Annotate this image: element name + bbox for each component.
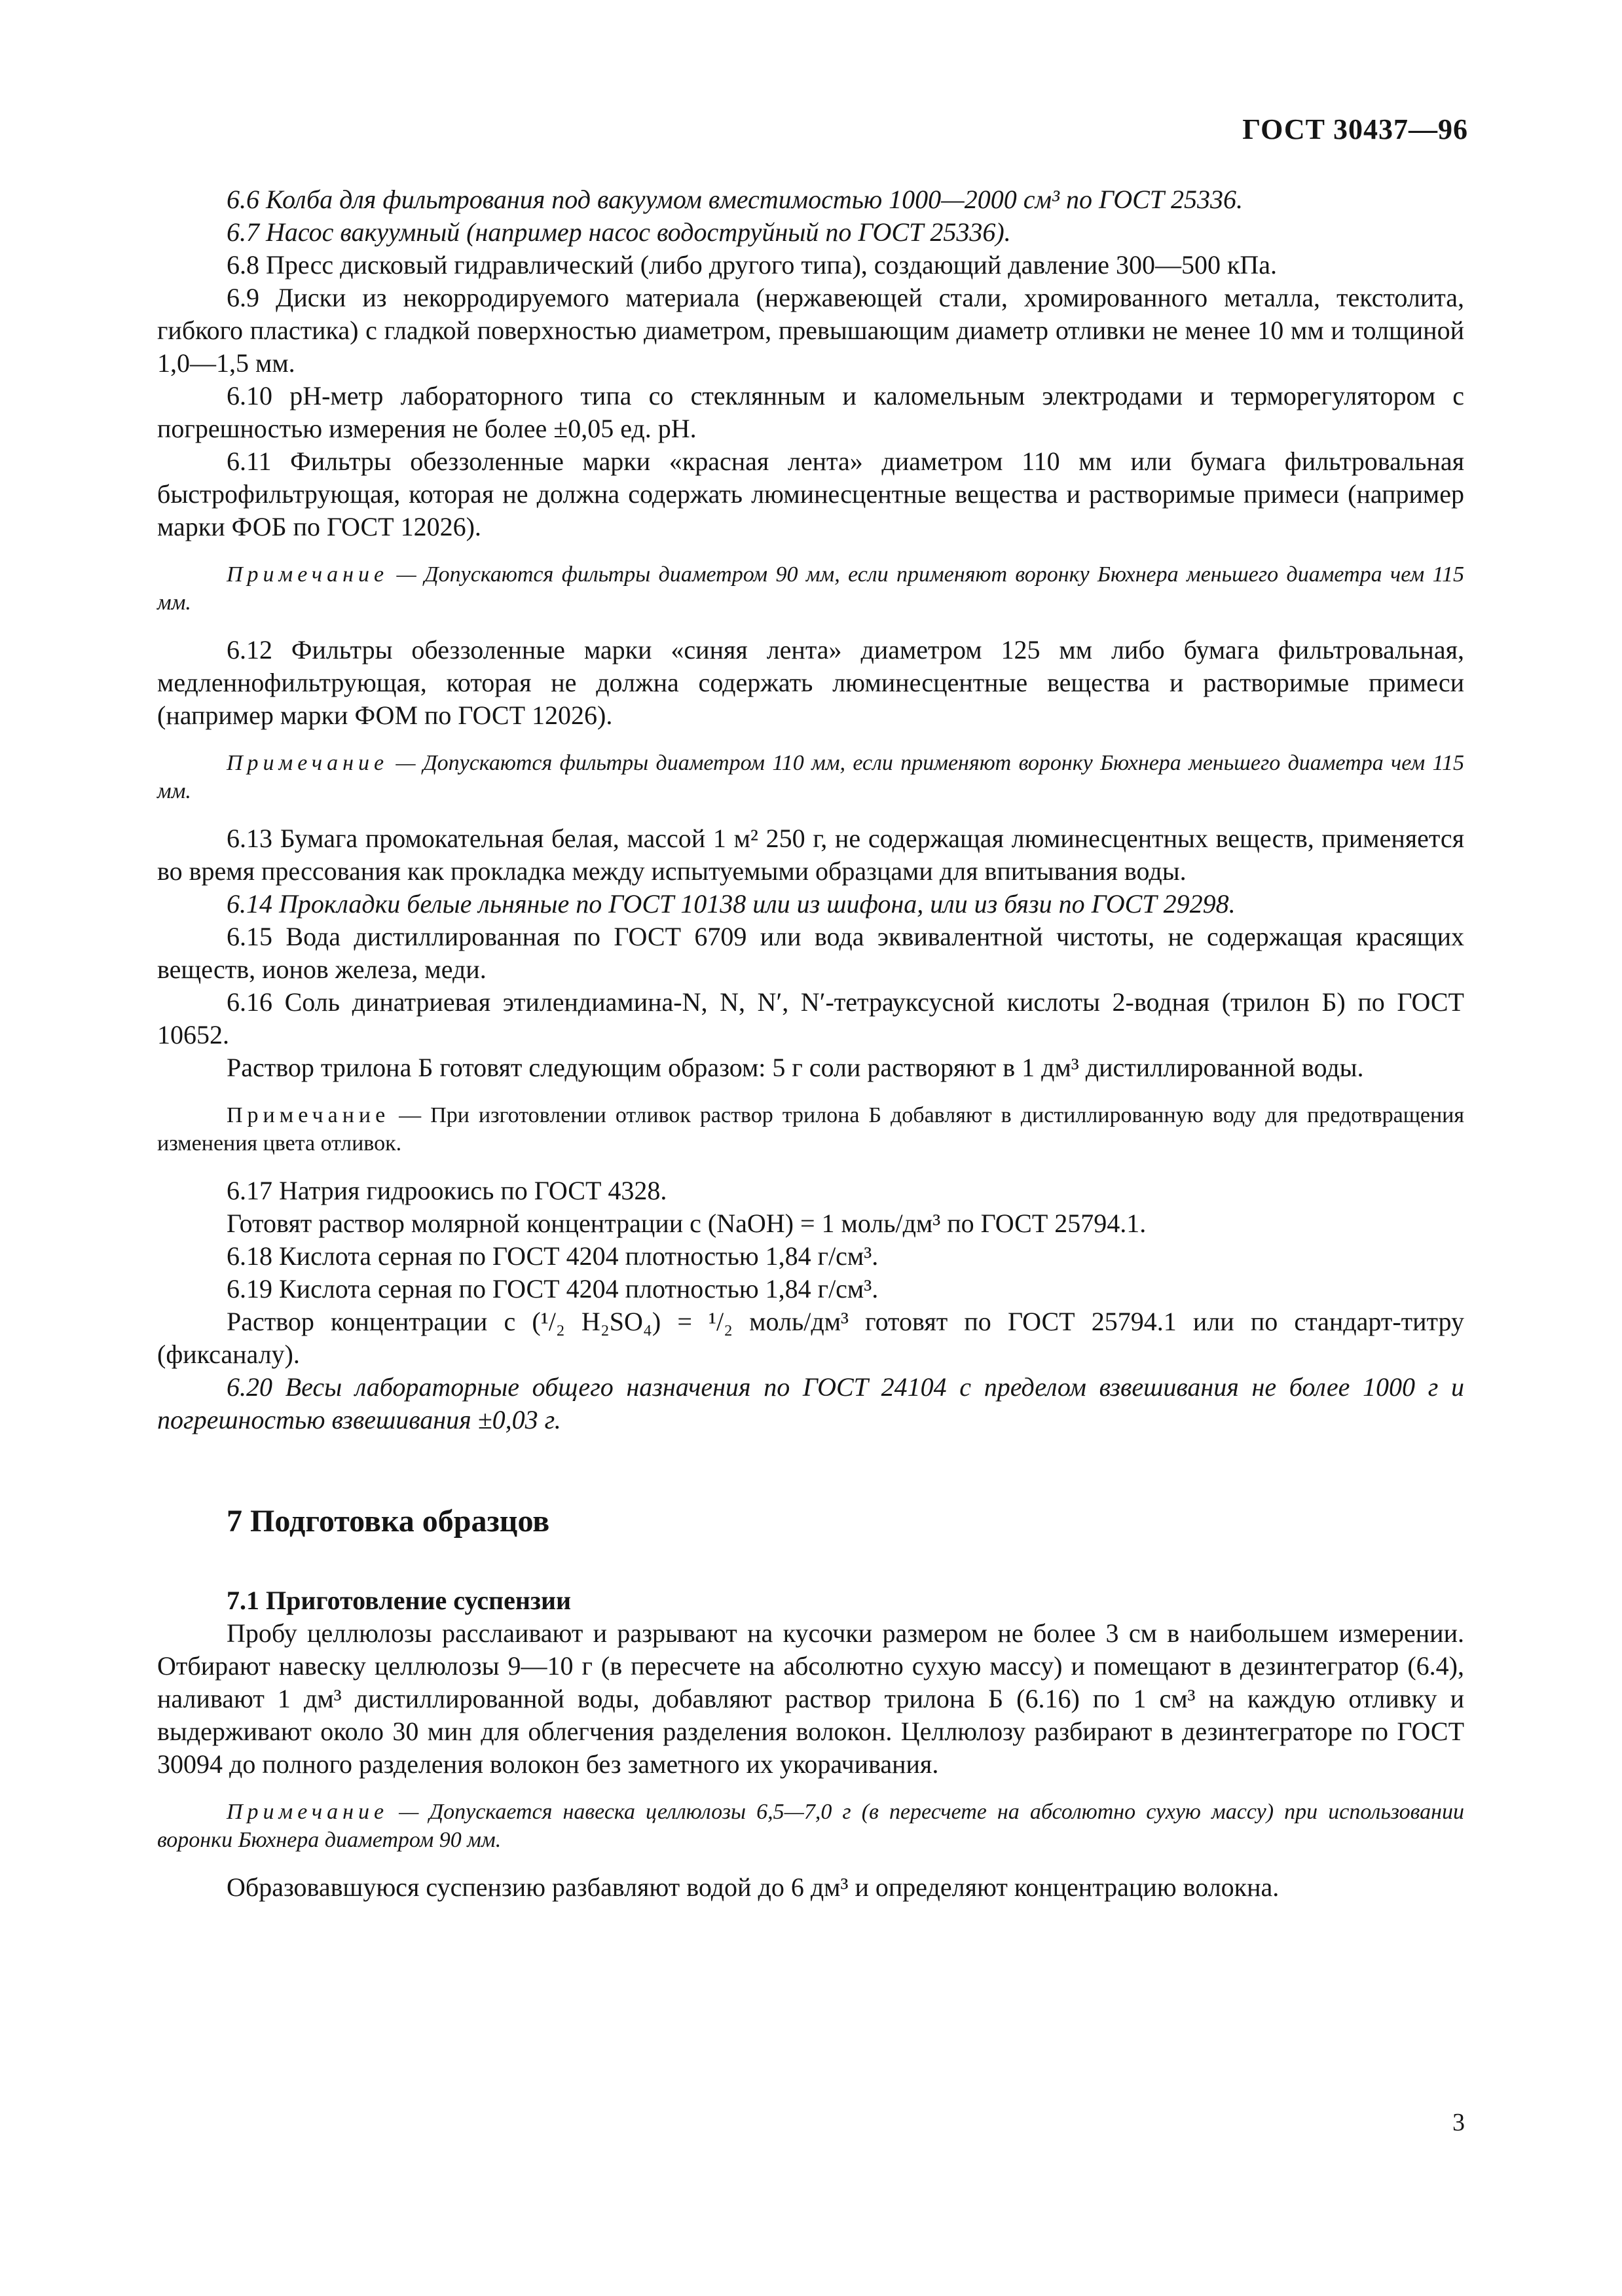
- note-text: — Допускаются фильтры диаметром 90 мм, если применяют воронку Бюхнера меньшего диаметра чем 115 мм.: [157, 562, 1464, 615]
- clause-6-16-solution: Раствор трилона Б готовят следующим образом: 5 г соли растворяют в 1 дм³ дистиллированной воды.: [227, 1053, 1364, 1082]
- clause-6-7: 6.7 Насос вакуумный (например насос водоструйный по ГОСТ 25336).: [227, 217, 1011, 247]
- clause-6-8: 6.8 Пресс дисковый гидравлический (либо другого типа), создающий давление 300—500 кПа.: [227, 250, 1278, 280]
- clause-7-1-dilution: Образовавшуюся суспензию разбавляют водой до 6 дм³ и определяют концентрацию волокна.: [227, 1872, 1280, 1902]
- clause-6-15: 6.15 Вода дистиллированная по ГОСТ 6709 или вода эквивалентной чистоты, не содержащая красящих веществ, ионов железа, меди.: [157, 922, 1464, 984]
- clause-6-18: 6.18 Кислота серная по ГОСТ 4204 плотностью 1,84 г/см³.: [227, 1241, 879, 1271]
- note-text: — Допускаются фильтры диаметром 110 мм, если применяют воронку Бюхнера меньшего диаметра чем 115 мм.: [157, 751, 1464, 803]
- clause-6-17: 6.17 Натрия гидроокись по ГОСТ 4328.: [227, 1176, 667, 1205]
- document-body: [157, 183, 1464, 1904]
- note-sample-weight: [157, 1798, 1464, 1854]
- clause-6-13: 6.13 Бумага промокательная белая, массой 1 м² 250 г, не содержащая люминесцентных веществ, применяется во время прессования как прокладка между испытуемыми образцами для впитывания воды.: [157, 824, 1464, 886]
- clause-6-11: 6.11 Фильтры обеззоленные марки «красная лента» диаметром 110 мм или бумага фильтровальная быстрофильтрующая, которая не должна содержать люминесцентные вещества и растворимые примеси (например марки ФОБ по ГОСТ 12026).: [157, 446, 1464, 541]
- note-label: Примечание: [227, 1800, 389, 1824]
- note-filters-90: [157, 560, 1464, 617]
- note-label: Примечание: [227, 1103, 390, 1127]
- note-text: — При изготовлении отливок раствор трилона Б добавляют в дистиллированную воду для предотвращения изменения цвета отливок.: [157, 1103, 1464, 1156]
- clause-6-14: 6.14 Прокладки белые льняные по ГОСТ 10138 или из шифона, или из бязи по ГОСТ 29298.: [227, 889, 1236, 919]
- clause-6-17-solution: Готовят раствор молярной концентрации c (NaOH) = 1 моль/дм³ по ГОСТ 25794.1.: [227, 1209, 1147, 1238]
- subsection-7-1-heading: 7.1 Приготовление суспензии: [227, 1586, 572, 1615]
- clause-6-9: 6.9 Диски из некорродируемого материала (нержавеющей стали, хромированного металла, текстолита, гибкого пластика) с гладкой поверхностью диаметром, превышающим диаметр отливки не менее 10 мм и толщиной 1,0—1,5 мм.: [157, 283, 1464, 378]
- note-trilon: [157, 1101, 1464, 1157]
- note-label: Примечание: [227, 562, 389, 587]
- clause-6-6: 6.6 Колба для фильтрования под вакуумом вместимостью 1000—2000 см³ по ГОСТ 25336.: [227, 185, 1244, 214]
- clause-6-12: 6.12 Фильтры обеззоленные марки «синяя лента» диаметром 125 мм либо бумага фильтровальная, медленнофильтрующая, которая не должна содержать люминесцентные вещества и растворимые примеси (например марки ФОМ по ГОСТ 12026).: [157, 635, 1464, 730]
- clause-6-16: 6.16 Соль динатриевая этилендиамина-N, N, N′, N′-тетрауксусной кислоты 2-водная (трилон Б) по ГОСТ 10652.: [157, 987, 1464, 1049]
- clause-6-20: 6.20 Весы лабораторные общего назначения по ГОСТ 24104 с пределом взвешивания не более 1000 г и погрешностью взвешивания ±0,03 г.: [157, 1372, 1464, 1434]
- clause-6-10: 6.10 pH-метр лабораторного типа со стеклянным и каломельным электродами и терморегулятором с погрешностью измерения не более ±0,05 ед. pH.: [157, 381, 1464, 443]
- standard-number-header: ГОСТ 30437—96: [1242, 113, 1468, 145]
- section-7-heading: 7 Подготовка образцов: [227, 1504, 550, 1539]
- note-text: — Допускается навеска целлюлозы 6,5—7,0 г (в пересчете на абсолютно сухую массу) при использовании воронки Бюхнера диаметром 90 мм.: [157, 1800, 1464, 1852]
- clause-6-19: 6.19 Кислота серная по ГОСТ 4204 плотностью 1,84 г/см³.: [227, 1274, 879, 1303]
- clause-6-19-solution: Раствор концентрации c (¹/₂ H₂SO₄) = ¹/₂ моль/дм³ готовят по ГОСТ 25794.1 или по стандарт-титру (фиксаналу).: [157, 1307, 1464, 1369]
- clause-7-1-text: Пробу целлюлозы расслаивают и разрывают на кусочки размером не более 3 см в наибольшем измерении. Отбирают навеску целлюлозы 9—10 г (в пересчете на абсолютно сухую массу) и помещают в дезинтегратор (6.4), наливают 1 дм³ дистиллированной воды, добавляют раствор трилона Б (6.16) по 1 см³ на каждую отливку и выдерживают около 30 мин для облегчения разделения волокон. Целлюлозу разбирают в дезинтеграторе по ГОСТ 30094 до полного разделения волокон без заметного их укорачивания.: [157, 1618, 1464, 1779]
- page-number: 3: [1452, 2109, 1465, 2136]
- note-filters-110: [157, 749, 1464, 805]
- note-label: Примечание: [227, 751, 389, 775]
